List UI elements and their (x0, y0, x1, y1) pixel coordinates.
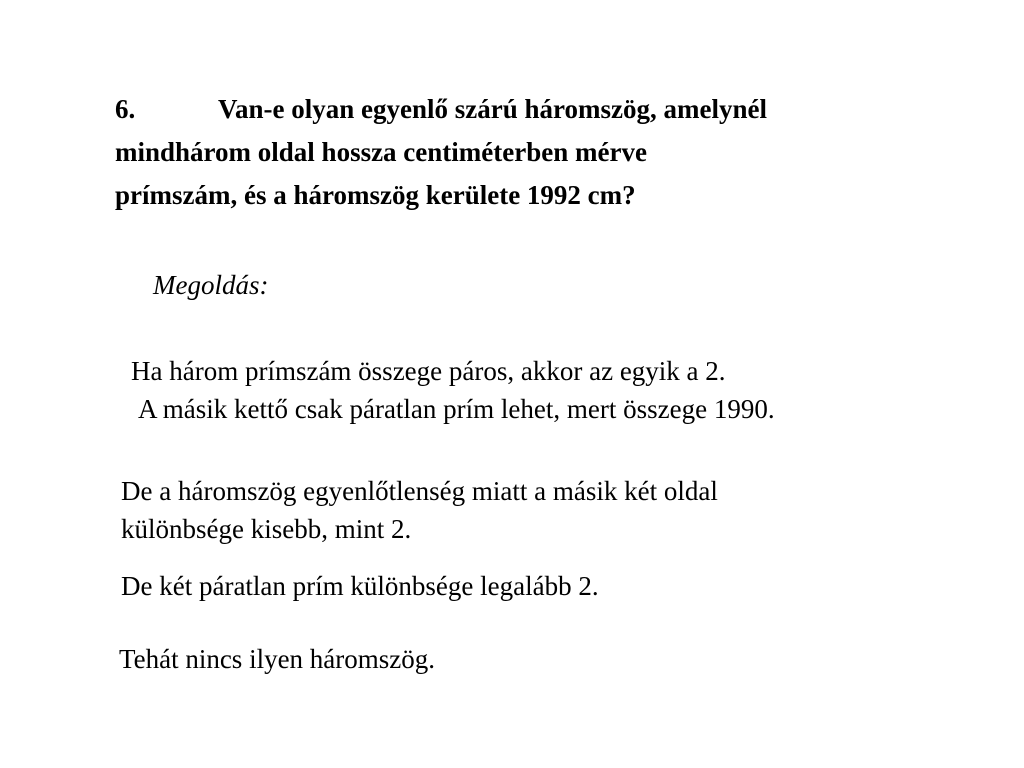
paragraph-2-line-1: De a háromszög egyenlőtlenség miatt a másik két oldal (121, 476, 718, 506)
solution-label: Megoldás: (153, 270, 269, 300)
problem-number: 6. (115, 94, 136, 124)
problem-text-line-2: mindhárom oldal hossza centiméterben mérve (115, 137, 647, 167)
problem-text-line-3: prímszám, és a háromszög kerülete 1992 cm? (115, 180, 636, 210)
solution-paragraph-1 (131, 352, 775, 428)
paragraph-1-line-2: A másik kettő csak páratlan prím lehet, mert összege 1990. (138, 394, 775, 424)
solution-paragraph-2 (121, 472, 718, 548)
paragraph-1-line-1: Ha három prímszám összege páros, akkor az egyik a 2. (131, 356, 726, 386)
conclusion-line: Tehát nincs ilyen háromszög. (119, 644, 436, 674)
paragraph-3-line-1: De két páratlan prím különbsége legalább 2. (121, 571, 599, 601)
problem-statement (115, 88, 767, 217)
conclusion (119, 640, 435, 678)
problem-text-line-1: Van-e olyan egyenlő szárú háromszög, amelynél (218, 94, 767, 124)
problem-line-1 (115, 88, 767, 131)
solution-paragraph-3 (121, 567, 599, 605)
paragraph-2-line-2: különbsége kisebb, mint 2. (121, 514, 412, 544)
